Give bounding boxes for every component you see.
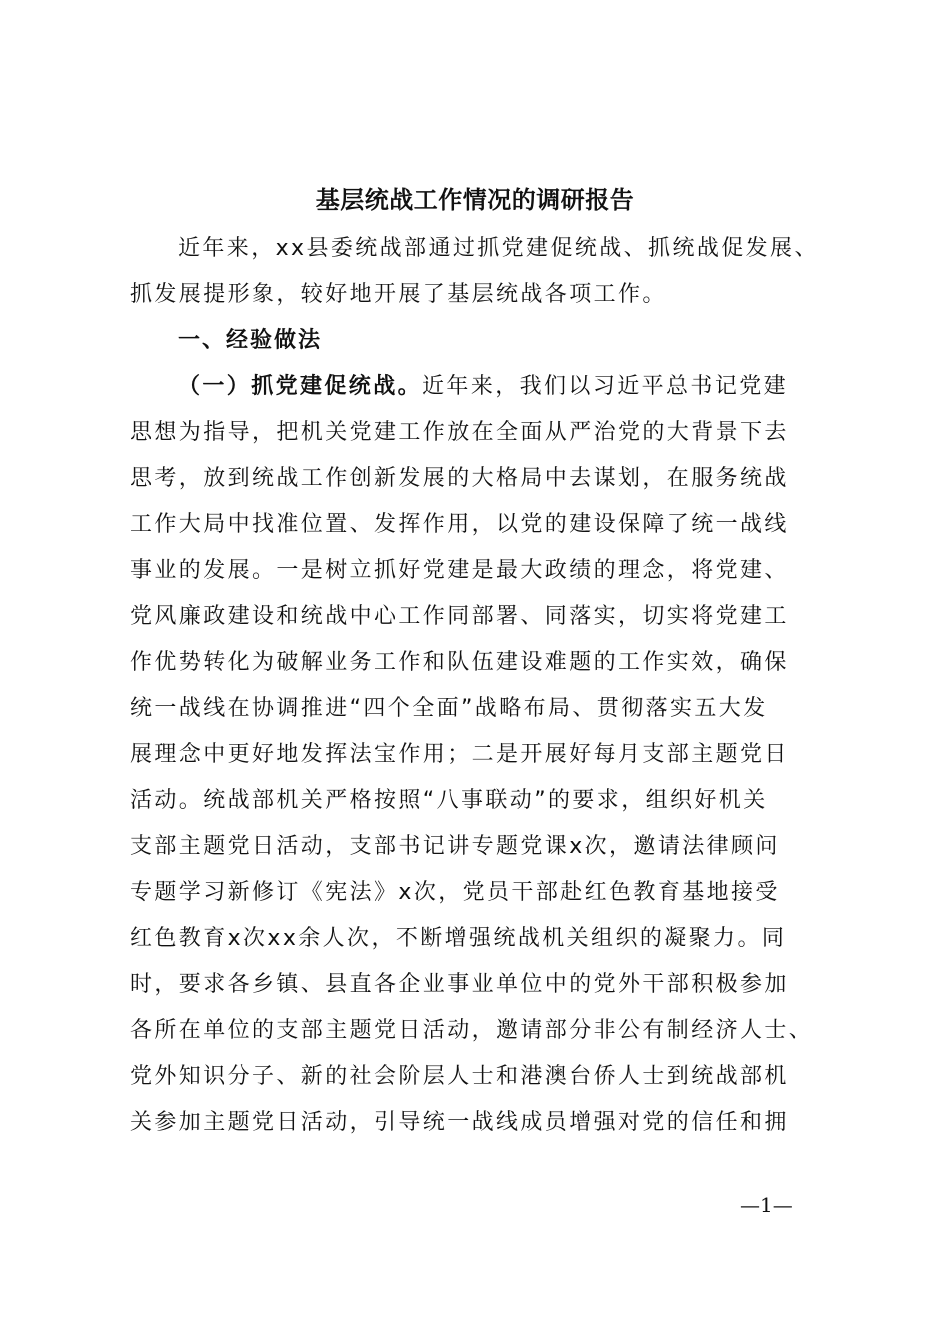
body-line: 展理念中更好地发挥法宝作用；二是开展好每月支部主题党日	[130, 742, 789, 767]
body-line: 思考，放到统战工作创新发展的大格局中去谋划，在服务统战	[130, 466, 789, 491]
body-line: 各所在单位的支部主题党日活动，邀请部分非公有制经济人士、	[130, 1018, 814, 1043]
subsection-first-rest: 近年来，我们以习近平总书记党建	[422, 374, 789, 399]
section-heading: 一、经验做法	[178, 328, 323, 353]
page-number: —1—	[740, 1193, 793, 1217]
body-line: 事业的发展。一是树立抓好党建是最大政绩的理念，将党建、	[130, 558, 789, 583]
body-line: 支部主题党日活动，支部书记讲专题党课x次，邀请法律顾问	[130, 834, 780, 859]
body-line: 党风廉政建设和统战中心工作同部署、同落实，切实将党建工	[130, 604, 789, 629]
body-line: 活动。统战部机关严格按照“八事联动”的要求，组织好机关	[130, 788, 768, 813]
body-line: 专题学习新修订《宪法》x次，党员干部赴红色教育基地接受	[130, 880, 780, 905]
intro-line-2: 抓发展提形象，较好地开展了基层统战各项工作。	[130, 282, 667, 307]
body-line: 党外知识分子、新的社会阶层人士和港澳台侨人士到统战部机	[130, 1064, 789, 1089]
document-title: 基层统战工作情况的调研报告	[315, 185, 635, 214]
intro-line-1: 近年来，xx县委统战部通过抓党建促统战、抓统战促发展、	[178, 236, 819, 261]
body-line: 统一战线在协调推进“四个全面”战略布局、贯彻落实五大发	[130, 696, 768, 721]
subsection-first-line	[178, 372, 788, 402]
subsection-lead: （一）抓党建促统战。	[178, 374, 423, 399]
body-line: 作优势转化为破解业务工作和队伍建设难题的工作实效，确保	[130, 650, 789, 675]
body-line: 关参加主题党日活动，引导统一战线成员增强对党的信任和拥	[130, 1110, 789, 1135]
body-line: 时，要求各乡镇、县直各企业事业单位中的党外干部积极参加	[130, 972, 789, 997]
body-line: 红色教育x次xx余人次，不断增强统战机关组织的凝聚力。同	[130, 926, 787, 951]
body-line: 工作大局中找准位置、发挥作用，以党的建设保障了统一战线	[130, 512, 789, 537]
body-line: 思想为指导，把机关党建工作放在全面从严治党的大背景下去	[130, 420, 789, 445]
